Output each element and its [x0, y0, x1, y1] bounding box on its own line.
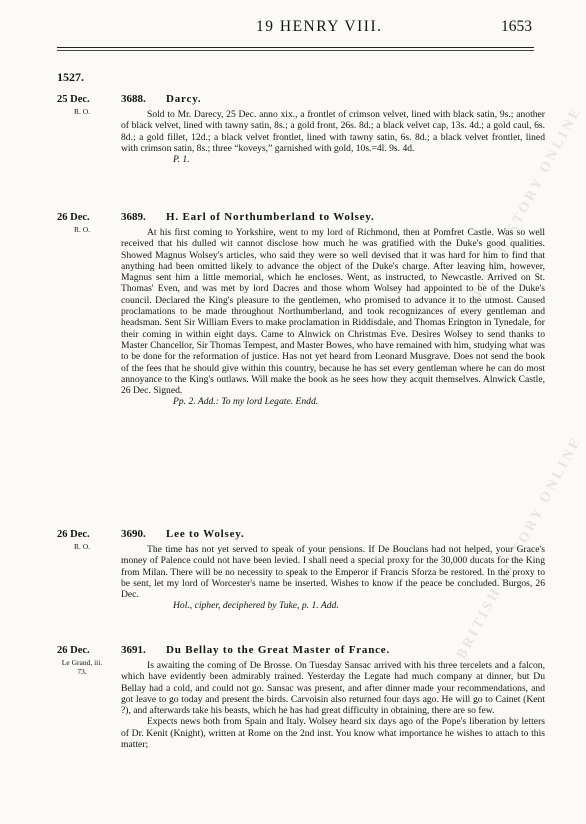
entry-date: 26 Dec. — [57, 645, 90, 656]
entry-source: R. O. — [73, 225, 91, 234]
page-number: 1653 — [501, 18, 532, 35]
entry-footer: Hol., cipher, deciphered by Tuke, p. 1. Add. — [173, 600, 339, 612]
entry-title: H. Earl of Northumberland to Wolsey. — [166, 211, 375, 223]
entry-number: 3691. — [121, 644, 146, 656]
entry-date: 26 Dec. — [57, 529, 90, 540]
entry-number: 3690. — [121, 528, 146, 540]
entry-paragraph: The time has not yet served to speak of your pensions. If De Bouclans had not helped, your Grace's money of Palence could not have been levied. I shall need a special proxy for the 30,000 ducats for the King from Milan. There will be no necessity to speak to the Emperor if Francis Sforza be restored. In the proxy to be sent, let my lord of Worcester's name be inserted. Wishes to know if the peace be concluded. Burgos, 26 Dec. — [121, 544, 545, 601]
watermark: BRITISH HISTORY ONLINE — [454, 103, 585, 332]
entry-date: 25 Dec. — [57, 94, 90, 105]
entry-footer: P. 1. — [173, 154, 190, 166]
entry-title: Darcy. — [166, 93, 202, 105]
entry-body — [121, 660, 545, 750]
entry-paragraph: Expects news both from Spain and Italy. Wolsey heard six days ago of the Pope's liberation by letters of Dr. Kenit (Knight), written at Rome on the 2nd inst. You know what importance he wishes to attach to this matter; — [121, 716, 545, 751]
entry-date: 26 Dec. — [57, 212, 90, 223]
entry-body — [121, 109, 545, 165]
year-label: 1527. — [57, 70, 84, 84]
entry-paragraph: Sold to Mr. Darecy, 25 Dec. anno xix., a frontlet of crimson velvet, lined with black satin, 9s.; another of black velvet, lined with tawny satin, 8s.; a gold front, 26s. 8d.; a black velvet cap, 13s. 4d.; a gold caul, 6s. 8d.; a gold fillet, 12d.; a black velvet frontlet, lined with tawny satin, 6s. 8d.; a black velvet frontlet, lined with crimson satin, 8s.; three “koveys,” garnished with gold, 10s.=4l. 9s. 4d. — [121, 109, 545, 154]
entry-body — [121, 544, 545, 612]
entry-paragraph: At his first coming to Yorkshire, went to my lord of Richmond, then at Pomfret Castle. Was so well received that his dulled wit cannot disclose how much he was gratified with the Duke's good qualities. Showed Magnus Wolsey's articles, who said they were so well devised that it was hard for him to find that anything had been omitted likely to advance the object of the Duke's charge. After leaving him, however, Magnus sent him a little memorial, which he encloses. Went, as instructed, to Newcastle. Arrived on St. Thomas' Even, and was met by lord Dacres and those whom Wolsey had appointed to be of the Duke's council. Declared the King's pleasure to the gentlemen, who promised to advance it to the utmost. Caused proclamations to be made throughout Northumberland, and took recognizances of every gentleman and headsman. Sent Sir William Evers to make proclamation in Riddisdale, and Thomas Erington in Tynedale, for their coming in within eight days. Came to Alnwick on Christmas Eve. Desires Wolsey to send thanks to Master Chancellor, Sir Thomas Tempest, and Master Bowes, who have remained with him, studying what was to be done for the reformation of justice. Has not yet heard from Leonard Musgrave. Does not send the book of the fees that he should give within this country, because he has set every gentleman where he can do most annoyance to the King's outlaws. Will make the book as he sees how they acquit themselves. Alnwick Castle, 26 Dec. Signed. — [121, 227, 545, 397]
entry-body — [121, 227, 545, 408]
entry-source: R. O. — [73, 107, 91, 116]
entry-paragraph: Is awaiting the coming of De Brosse. On Tuesday Sansac arrived with his three tercelets and a falcon, which have evidently been admirably trained. Yesterday the Legate had much company at dinner, but Du Bellay had a cold, and could not go. Sansac was present, and after dinner made your recommendations, and got leave to go today and present the birds. Carvoisin also returned four days ago. He will go to Cainet (Kent ?), and afterwards take his beasts, which he has had great difficulty in obtaining, there are so few. — [121, 660, 545, 717]
entry-number: 3689. — [121, 211, 146, 223]
header-rule-thin — [57, 50, 534, 51]
entry-source: R. O. — [73, 542, 91, 551]
entry-number: 3688. — [121, 93, 146, 105]
entry-title: Lee to Wolsey. — [166, 528, 245, 540]
running-header: 19 HENRY VIII. — [256, 18, 383, 35]
entry-source: Le Grand, iii. 73. — [61, 658, 103, 676]
entry-title: Du Bellay to the Great Master of France. — [166, 644, 391, 656]
watermark: BRITISH HISTORY ONLINE — [454, 433, 585, 662]
entry-footer: Pp. 2. Add.: To my lord Legate. Endd. — [173, 396, 319, 408]
header-rule — [57, 47, 534, 48]
